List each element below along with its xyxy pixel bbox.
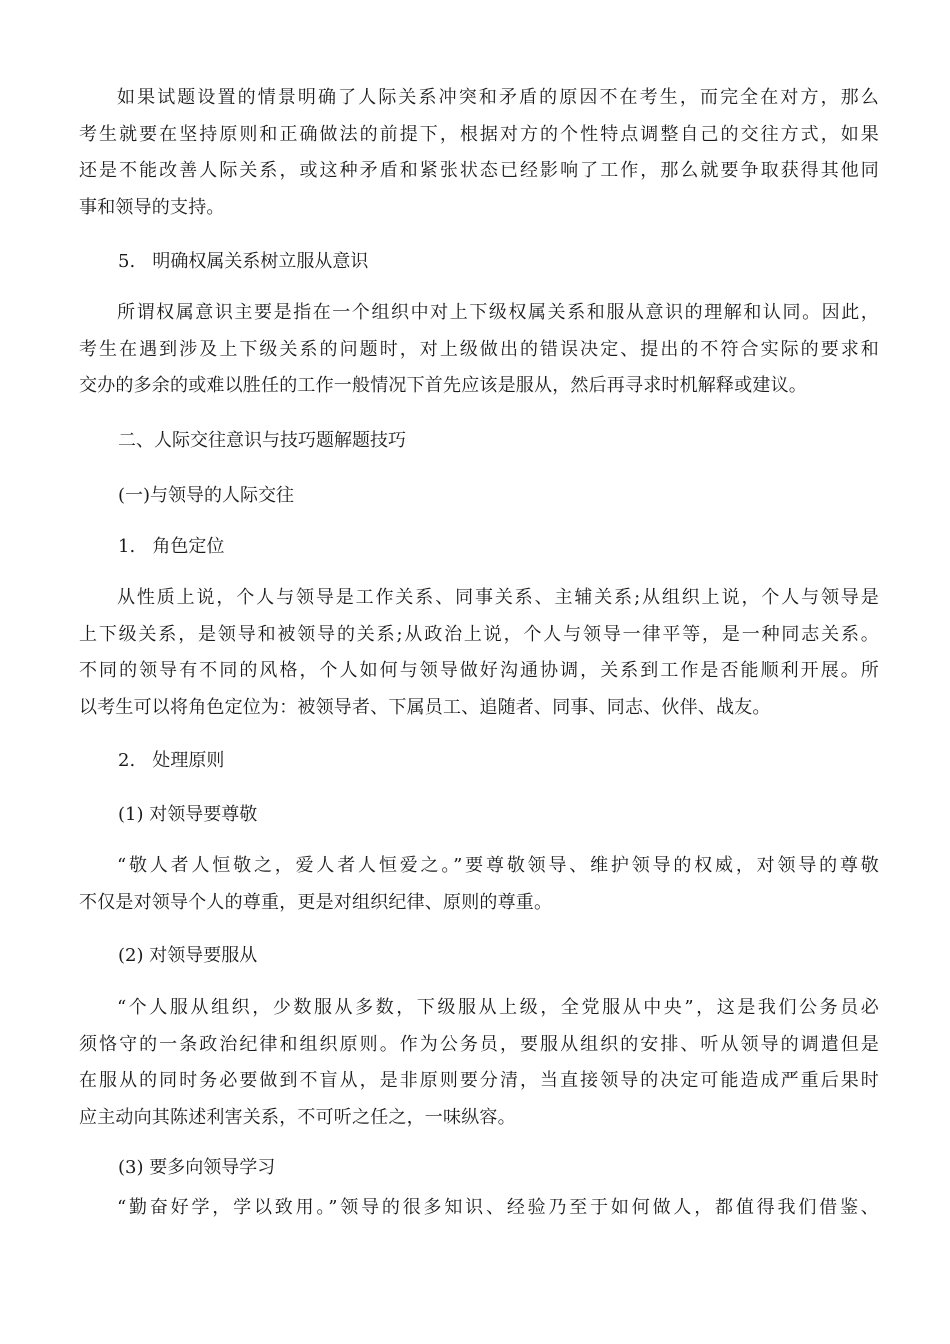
- text-line: 如果试题设置的情景明确了人际关系冲突和矛盾的原因不在考生，而完全在对方，那么: [117, 87, 879, 108]
- section-heading-principles: 2. 处理原则: [118, 750, 225, 771]
- text-line: 不仅是对领导个人的尊重，更是对组织纪律、原则的尊重。: [79, 891, 553, 913]
- text-line: 从性质上说，个人与领导是工作关系、同事关系、主辅关系;从组织上说，个人与领导是: [117, 587, 879, 608]
- text-line: 还是不能改善人际关系，或这种矛盾和紧张状态已经影响了工作，那么就要争取获得其他同: [79, 160, 879, 181]
- item-heading-respect: (1) 对领导要尊敬: [118, 804, 258, 825]
- text-line: 不同的领导有不同的风格，个人如何与领导做好沟通协调，关系到工作是否能顺利开展。所: [79, 660, 879, 681]
- text-line: “个人服从组织，少数服从多数，下级服从上级，全党服从中央”，这是我们公务员必: [117, 997, 879, 1018]
- paragraph-respect: [79, 848, 879, 921]
- text-line: 以考生可以将角色定位为：被领导者、下属员工、追随者、同事、同志、伙伴、战友。: [79, 696, 771, 718]
- section-heading-role: 1. 角色定位: [118, 536, 225, 557]
- subheading-leader-relations: (一)与领导的人际交往: [118, 485, 295, 506]
- text-line: 交办的多余的或难以胜任的工作一般情况下首先应该是服从，然后再寻求时机解释或建议。: [79, 375, 807, 396]
- text-line: 应主动向其陈述利害关系，不可听之任之，一味纵容。: [79, 1106, 516, 1128]
- text-line: 考生就要在坚持原则和正确做法的前提下，根据对方的个性特点调整自己的交往方式，如果: [79, 123, 879, 145]
- paragraph-authority: [79, 295, 879, 405]
- text-line: 在服从的同时务必要做到不盲从，是非原则要分清，当直接领导的决定可能造成严重后果时: [79, 1070, 879, 1091]
- text-line: 所谓权属意识主要是指在一个组织中对上下级权属关系和服从意识的理解和认同。因此，: [117, 302, 879, 323]
- section-heading-authority: 5. 明确权属关系树立服从意识: [118, 251, 369, 272]
- chapter-heading-interpersonal: 二、人际交往意识与技巧题解题技巧: [118, 430, 406, 451]
- text-line: “勤奋好学，学以致用。”领导的很多知识、经验乃至于如何做人，都值得我们借鉴、: [117, 1197, 879, 1218]
- text-line: “敬人者人恒敬之，爱人者人恒爱之。”要尊敬领导、维护领导的权威，对领导的尊敬: [117, 855, 879, 876]
- item-heading-learn: (3) 要多向领导学习: [118, 1157, 276, 1178]
- paragraph-conflict-cause: [79, 80, 879, 226]
- paragraph-learn: [79, 1190, 879, 1227]
- text-line: 须恪守的一条政治纪律和组织原则。作为公务员，要服从组织的安排、听从领导的调遣但是: [79, 1033, 879, 1055]
- paragraph-obey: [79, 990, 879, 1136]
- item-heading-obey: (2) 对领导要服从: [118, 945, 258, 966]
- text-line: 上下级关系，是领导和被领导的关系;从政治上说，个人与领导一律平等，是一种同志关系。: [79, 623, 879, 645]
- paragraph-role: [79, 580, 879, 726]
- text-line: 事和领导的支持。: [79, 196, 225, 218]
- text-line: 考生在遇到涉及上下级关系的问题时，对上级做出的错误决定、提出的不符合实际的要求和: [79, 338, 879, 360]
